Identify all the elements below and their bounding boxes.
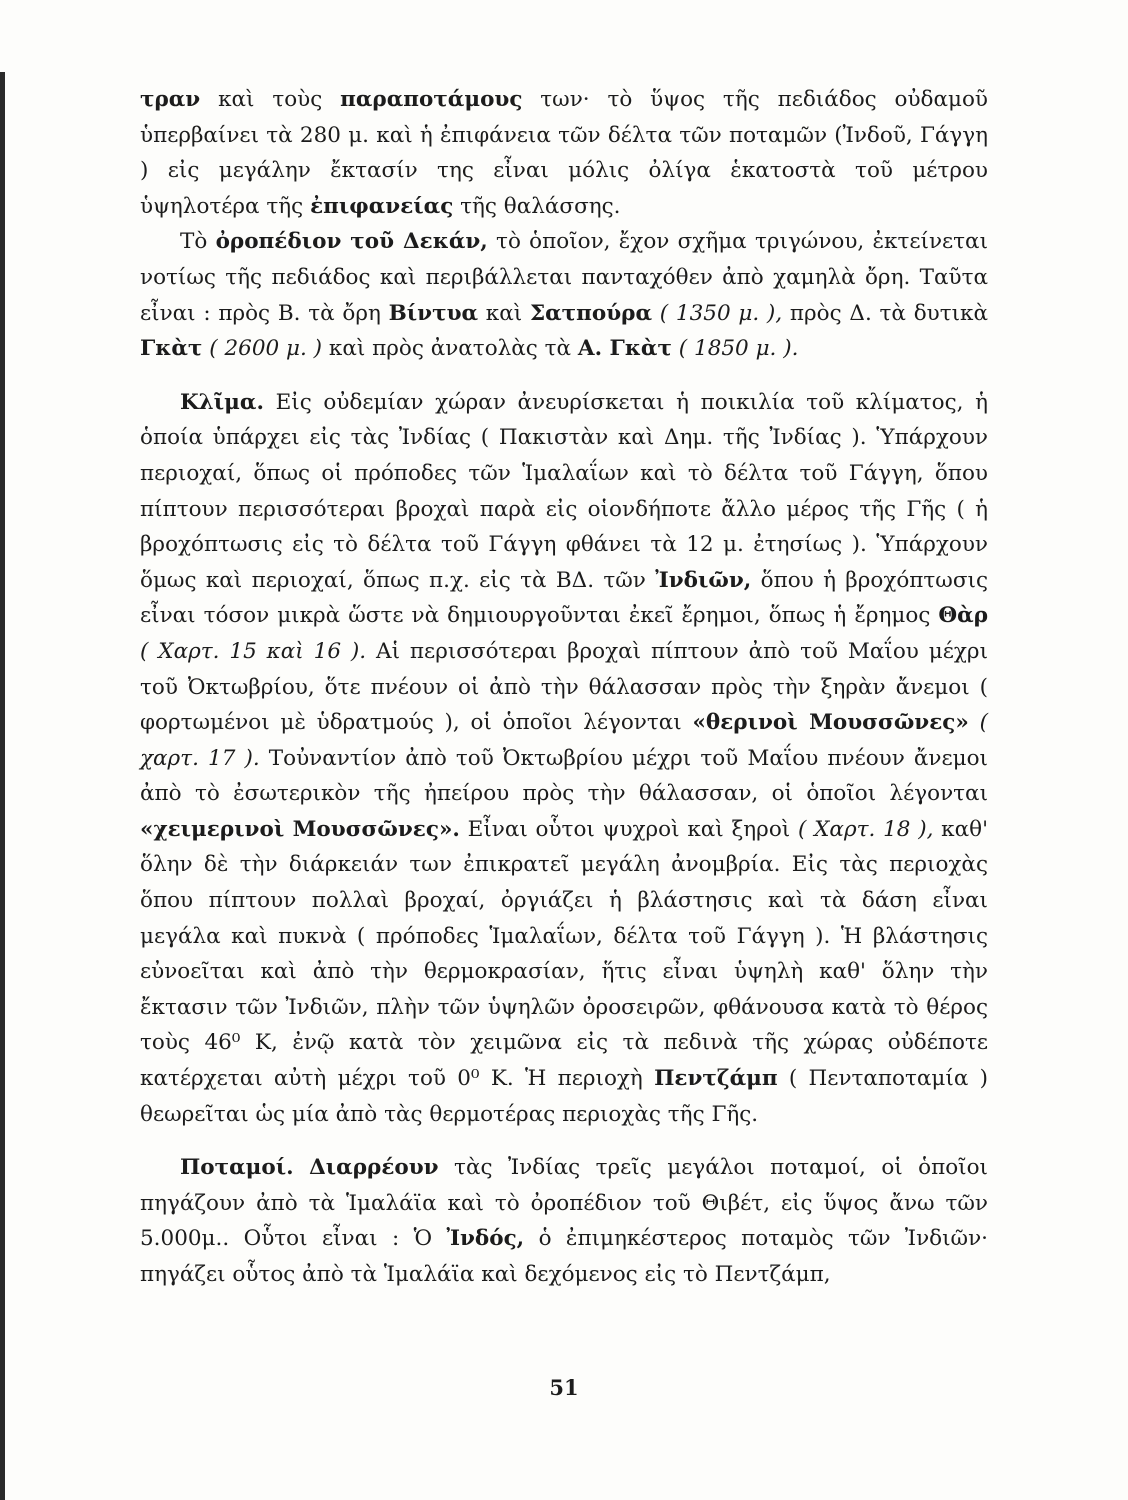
text-run: Α. Γκὰτ — [577, 336, 672, 362]
text-run: ὁ ἐπιμηκέστερος ποταμὸς τῶν Ἰνδιῶν· πηγάζει οὗτος ἀπὸ τὰ Ἱμαλάϊα καὶ δεχόμενος εἰς τὸ Πεντζάμπ, — [140, 1226, 988, 1287]
page-edge-shadow — [0, 72, 5, 1500]
text-run: Εἰς οὐδεμίαν χώραν ἀνευρίσκεται ἡ ποικιλία τοῦ κλίματος, ἡ ὁποία ὑπάρχει εἰς τὰς Ἰνδίας ( Πακιστὰν καὶ Δημ. τῆς Ἰνδίας ). Ὑπάρχουν περιοχαί, ὅπως οἱ πρόποδες τῶν Ἱμαλαΐων καὶ τὸ δέλτα τοῦ Γάγγη, ὅπου πίπτουν περισσότεραι βροχαὶ παρὰ εἰς οἱονδήποτε ἄλλο μέρος τῆς Γῆς ( ἡ βροχόπτωσις εἰς τὸ δέλτα τοῦ Γάγγη φθάνει τὰ 12 μ. ἐτησίως ). Ὑπάρχουν ὅμως καὶ περιοχαί, ὅπως π.χ. εἰς τὰ ΒΔ. τῶν — [140, 389, 988, 593]
text-run — [294, 1155, 309, 1180]
text-run: Τὸ — [180, 229, 216, 255]
paragraph-rivers — [140, 1150, 988, 1292]
text-run: ( Χαρτ. 18 ), — [797, 816, 934, 842]
text-run: ( 1350 μ. ), — [659, 300, 783, 326]
text-run: ὅπου ἡ βροχόπτωσις εἶναι τόσον μικρὰ ὥστε νὰ δημιουργοῦνται ἐκεῖ ἔρημοι, ὅπως ἡ ἔρημος — [140, 567, 988, 629]
text-run: καθ' ὅλην δὲ τὴν διάρκειάν των ἐπικρατεῖ μεγάλη ἀνομβρία. Εἰς τὰς περιοχὰς ὅπου πίπτουν πολλαὶ βροχαί, ὀργιάζει ἡ βλάστησις καὶ τὰ δάση εἶναι μεγάλα καὶ πυκνὰ ( πρόποδες Ἱμαλαΐων, δέλτα τοῦ Γάγγη ). Ἡ βλάστησις εὐνοεῖται καὶ ἀπὸ τὴν θερμοκρασίαν, ἥτις εἶναι ὑψηλὴ καθ' ὅλην τὴν ἔκτασιν τῶν Ἰνδιῶν, πλὴν τῶν ὑψηλῶν ὀροσειρῶν, φθάνουσα κατὰ τὸ θέρος τοὺς 46⁰ Κ, ἐνῷ κατὰ τὸν χειμῶνα εἰς τὰ πεδινὰ τῆς χώρας οὐδέποτε κατέρχεται αὐτὴ μέχρι τοῦ 0⁰ Κ. Ἡ περιοχὴ — [140, 816, 988, 1092]
text-run: τὸ ὁποῖον, ἔχον σχῆμα τριγώνου, ἐκτείνεται νοτίως τῆς πεδιάδος καὶ περιβάλλεται πανταχόθεν ἀπὸ χαμηλὰ ὄρη. Ταῦτα εἶναι : πρὸς Β. τὰ ὄρη — [140, 229, 989, 326]
text-run: των· τὸ ὕψος τῆς πεδιάδος οὐδαμοῦ ὑπερβαίνει τὰ 280 μ. καὶ ἡ ἐπιφάνεια τῶν δέλτα τῶν ποταμῶν (Ἰνδοῦ, Γάγγη ) εἰς μεγάλην ἔκτασίν της εἶναι μόλις ὀλίγα ἑκατοστὰ τοῦ μέτρου ὑψηλοτέρα τῆς — [140, 87, 988, 219]
text-run: Ἰνδιῶν, — [655, 567, 752, 593]
text-run — [652, 301, 660, 326]
text-run: τῆς θαλάσσης. — [453, 193, 621, 219]
text-run: παραποτάμους — [340, 87, 523, 112]
text-run — [672, 336, 679, 361]
text-run: Κλῖμα. — [180, 389, 264, 415]
text-run: καὶ τοὺς — [200, 87, 341, 112]
paragraph-ganges-plain — [140, 82, 988, 224]
text-run: Εἶναι οὗτοι ψυχροὶ καὶ ξηροὶ — [459, 816, 798, 842]
page-number: 51 — [549, 1375, 579, 1400]
text-run: Ἰνδός, — [446, 1226, 525, 1252]
text-run: πρὸς Δ. τὰ δυτικὰ — [782, 300, 988, 326]
text-run: Διαρρέουν — [309, 1155, 439, 1181]
text-run: Τοὐναντίον ἀπὸ τοῦ Ὀκτωβρίου μέχρι τοῦ Μαΐου πνέουν ἄνεμοι ἀπὸ τὸ ἐσωτερικὸν τῆς ἠπείρου πρὸς τὴν θάλασσαν, οἱ ὁποῖοι λέγονται — [140, 745, 988, 807]
paragraph-climate — [140, 385, 988, 1132]
text-run: «χειμερινοὶ Μουσσῶνες». — [140, 816, 460, 842]
text-run: ἐπιφανείας — [310, 193, 454, 219]
text-run: Βίντυα — [388, 300, 479, 326]
text-run: «θερινοὶ Μουσσῶνες» — [692, 710, 969, 736]
text-run: ( χαρτ. 17 ). — [140, 710, 988, 771]
text-run: ὀροπέδιον τοῦ Δεκάν, — [215, 229, 488, 255]
text-run: καὶ — [478, 300, 530, 326]
text-run: ( 2600 μ. ) — [209, 336, 323, 362]
body-text — [140, 82, 988, 1293]
text-run: Ποταμοί. — [180, 1155, 294, 1181]
text-run: ( Πενταποταμία ) θεωρεῖται ὡς μία ἀπὸ τὰς θερμοτέρας περιοχὰς τῆς Γῆς. — [140, 1066, 989, 1127]
text-run: τὰς Ἰνδίας τρεῖς μεγάλοι ποταμοί, οἱ ὁποῖοι πηγάζουν ἀπὸ τὰ Ἱμαλάϊα καὶ τὸ ὀροπέδιον τοῦ Θιβέτ, εἰς ὕψος ἄνω τῶν 5.000μ.. Οὗτοι εἶναι : Ὁ — [140, 1155, 988, 1252]
text-run: Πεντζάμπ — [654, 1066, 778, 1092]
text-run: καὶ πρὸς ἀνατολὰς τὰ — [322, 336, 578, 362]
text-run: ( Χαρτ. 15 καὶ 16 ). — [140, 638, 367, 664]
text-run: Σατπούρα — [529, 300, 652, 326]
text-run: Θὰρ — [938, 603, 988, 629]
text-run: ( 1850 μ. ). — [678, 336, 799, 362]
paragraph-deccan-plateau — [140, 224, 988, 366]
text-run: Αἱ περισσότεραι βροχαὶ πίπτουν ἀπὸ τοῦ Μαΐου μέχρι τοῦ Ὀκτωβρίου, ὅτε πνέουν οἱ ἀπὸ τὴν θάλασσαν πρὸς τὴν ξηρὰν ἄνεμοι ( φορτωμένοι μὲ ὑδρατμούς ), οἱ ὁποῖοι λέγονται — [140, 638, 988, 736]
text-run: τραν — [140, 87, 201, 112]
text-run — [969, 710, 980, 735]
text-run: Γκὰτ — [140, 336, 203, 362]
